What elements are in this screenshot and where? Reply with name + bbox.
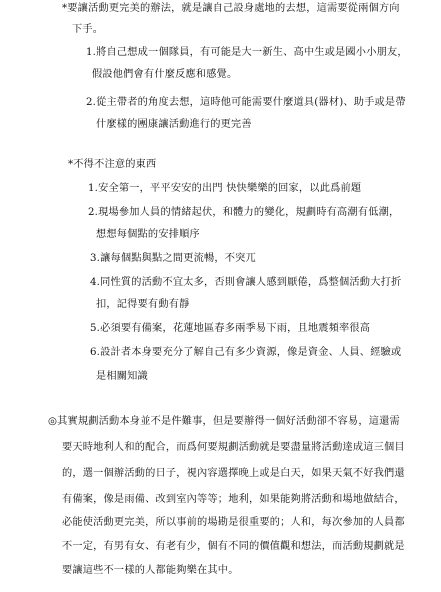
list-item-line: 4.同性質的活動不宜太多，否則會讓人感到厭倦，爲整個活動大打折 xyxy=(90,277,402,288)
list-item-line: 5.必須要有備案，花蓮地區春多兩季易下雨，且地震頻率很高 xyxy=(90,323,371,334)
list-item-line: 6.設計者本身要充分了解自己有多少資源，像是資金、人員、經驗或 xyxy=(90,347,402,358)
list-item-1-line-2: 假設他們會有什麼反應和感覺。 xyxy=(92,69,238,80)
list-item-line: 扣，記得要有動有靜 xyxy=(96,299,190,310)
paragraph-line: 的，選一個辦活動的日子，視內容選擇晚上或是白天，如果天氣不好我們還 xyxy=(62,468,405,479)
list-item-line: 是相關知識 xyxy=(96,371,148,382)
intro-line-2: 下手。 xyxy=(72,24,104,35)
paragraph-line: 必能使活動更完美，所以事前的場勘是很重要的；人和，每次參加的人員都 xyxy=(62,517,405,528)
list-item-1-line-1: 1.將自己想成一個隊員，有可能是大一新生、高中生或是國小小朋友， xyxy=(86,47,408,58)
paragraph-line: 有備案，像是雨備、改到室內等等；地利，如果能夠將活動和場地做結合， xyxy=(62,494,405,505)
list-item-line: 3.讓每個點與點之間更流暢，不突兀 xyxy=(90,253,256,264)
paragraph-line: 要天時地利人和的配合，而爲何要規劃活動就是要盡量將活動達成這三個目 xyxy=(62,442,405,453)
intro-line-1: *要讓活動更完美的辦法，就是讓自己設身處地的去想，這需要從兩個方向 xyxy=(62,3,400,14)
list-item-2-line-1: 2.從主帶者的角度去想，這時他可能需要什麼道具(器材)、助手或是帶 xyxy=(86,97,406,108)
list-item-line: 想想每個點的安排順序 xyxy=(96,229,200,240)
paragraph-line: 不一定，有男有女、有老有少，個有不同的價值觀和想法，而活動規劃就是 xyxy=(62,541,405,552)
list-item-2-line-2: 什麼樣的團康讓活動進行的更完善 xyxy=(96,119,252,130)
paragraph-line: ◎其實規劃活動本身並不是件難事，但是要辦得一個好活動卻不容易，這還需 xyxy=(48,416,400,427)
paragraph-line: 要讓這些不一樣的人都能夠樂在其中。 xyxy=(62,565,239,576)
list-item-line: 2.現場參加人員的情緒起伏，和體力的變化，規劃時有高潮有低潮， xyxy=(88,207,400,218)
section-heading: *不得不注意的東西 xyxy=(68,159,157,170)
list-item-line: 1.安全第一，平平安安的出門 快快樂樂的回家，以此爲前題 xyxy=(88,183,362,194)
